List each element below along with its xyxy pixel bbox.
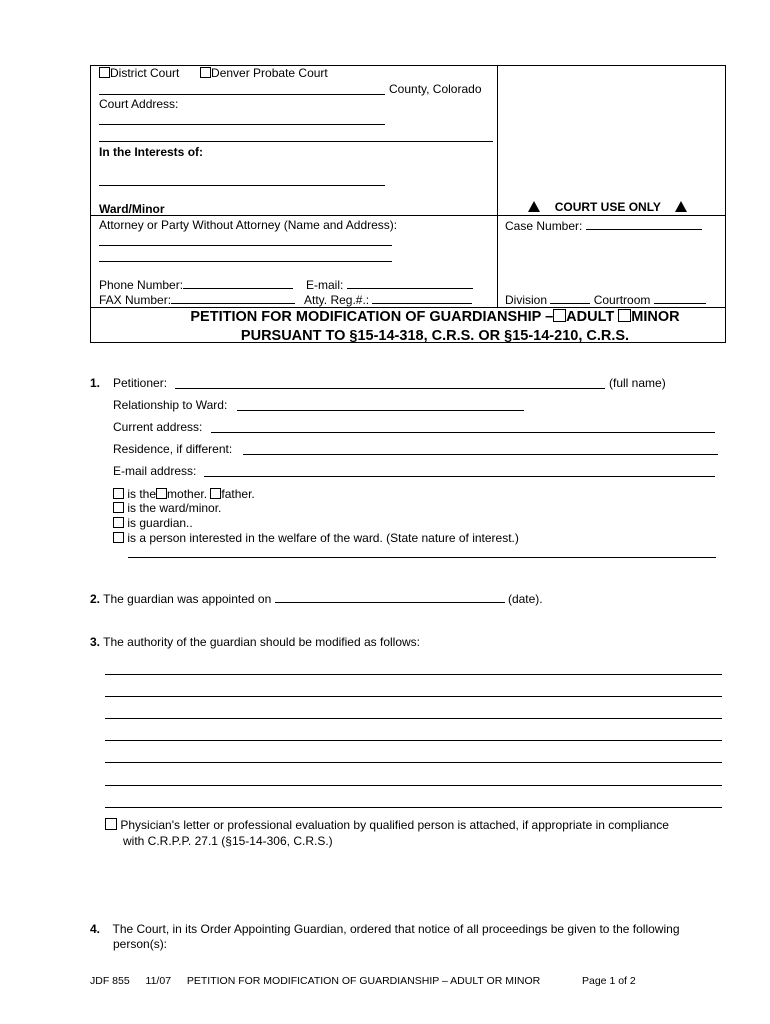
atty-reg-field[interactable] [372,292,472,304]
footer-page-number: Page 1 of 2 [582,975,636,987]
footer-form-id [90,975,540,987]
court-address-field[interactable] [99,124,385,125]
physician-checkbox[interactable] [105,818,117,830]
triangle-up-icon [528,201,540,212]
court-use-only-label: COURT USE ONLY [554,200,661,214]
ward-minor-label: Ward/Minor [99,202,165,216]
father-checkbox[interactable] [210,488,221,499]
physician-text-line1: Physician's letter or professional evaluation by qualified person is attached, if appropriate in compliance [120,818,669,832]
petitioner-label: Petitioner: [113,376,168,390]
page-title-line1 [90,309,770,325]
footer-form-title: PETITION FOR MODIFICATION OF GUARDIANSHIP – ADULT OR MINOR [186,975,541,987]
interest-nature-field[interactable] [128,557,716,558]
section3-row [90,635,420,649]
modification-line-5[interactable] [105,762,722,763]
division-label: Division [505,293,548,307]
district-court-label: District Court [110,66,180,80]
section2-text-before: The guardian was appointed on [103,592,272,606]
minor-checkbox[interactable] [618,309,631,322]
email-address-field[interactable] [204,476,715,477]
attorney-separator [90,215,726,216]
court-use-only-row [528,200,687,214]
ward-minor-option-label: is the ward/minor. [127,501,222,515]
adult-checkbox[interactable] [553,309,566,322]
division-field[interactable] [550,292,590,304]
minor-label: MINOR [631,309,680,325]
case-number-field[interactable] [586,218,702,230]
is-the-checkbox[interactable] [113,488,124,499]
physician-text-line2: with C.R.P.P. 27.1 (§15-14-306, C.R.S.) [123,834,333,848]
interested-option-label: is a person interested in the welfare of the ward. (State nature of interest.) [127,531,519,545]
section2-text-after: (date). [507,592,543,606]
relationship-field[interactable] [237,410,524,411]
modification-line-7[interactable] [105,807,722,808]
fax-label: FAX Number: [99,293,172,307]
footer-revision: 11/07 [145,975,172,987]
attorney-field-2[interactable] [99,261,392,262]
denver-probate-checkbox[interactable] [200,67,211,78]
section1-number: 1. [90,376,101,390]
courtroom-label: Courtroom [593,293,651,307]
guardian-checkbox[interactable] [113,517,124,528]
phone-label: Phone Number: [99,278,184,292]
email-row [306,277,473,292]
guardian-option-label: is guardian.. [127,516,193,530]
district-court-checkbox[interactable] [99,67,110,78]
section3-text: The authority of the guardian should be modified as follows: [103,635,420,649]
section3-number: 3. [90,635,101,649]
current-address-label: Current address: [113,420,203,434]
appointment-date-field[interactable] [275,591,505,603]
relationship-label: Relationship to Ward: [113,398,228,412]
physician-option [105,818,669,832]
page-title-line2: PURSUANT TO §15-14-318, C.R.S. OR §15-14-210, C.R.S. [240,328,630,344]
case-number-label: Case Number: [505,219,583,233]
ward-name-field[interactable] [99,185,385,186]
is-the-label: is the [127,487,157,501]
court-type-row [99,66,328,80]
attorney-field-1[interactable] [99,245,392,246]
email-label: E-mail: [306,278,344,292]
petitioner-field[interactable] [175,388,605,389]
email-address-label: E-mail address: [113,464,197,478]
residence-label: Residence, if different: [113,442,233,456]
attorney-label: Attorney or Party Without Attorney (Name and Address): [99,218,398,232]
current-address-field[interactable] [211,432,715,433]
courtroom-field[interactable] [654,292,706,304]
section4-number: 4. [90,922,101,936]
section4-row [90,922,680,936]
modification-line-3[interactable] [105,718,722,719]
section4-text-line2: person(s): [113,937,168,951]
caption-divider-horizontal [90,307,726,308]
atty-reg-row [304,292,472,307]
county-colorado-label: County, Colorado [389,82,482,96]
fax-row [99,292,295,307]
modification-line-1[interactable] [105,674,722,675]
county-field[interactable] [99,94,385,95]
section2-number: 2. [90,592,101,606]
atty-reg-label: Atty. Reg.#.: [304,293,370,307]
triangle-up-icon [675,201,687,212]
modification-line-6[interactable] [105,785,722,786]
residence-field[interactable] [243,454,718,455]
father-label: father. [221,487,255,501]
mother-label: mother. [167,487,208,501]
phone-row [99,277,293,292]
interested-checkbox[interactable] [113,532,124,543]
modification-line-2[interactable] [105,696,722,697]
full-name-label: (full name) [609,376,666,390]
relation-option-parent [113,487,255,501]
court-address-label: Court Address: [99,97,179,111]
section2-row [90,591,543,606]
relation-option-interested [113,531,519,545]
denver-probate-label: Denver Probate Court [211,66,328,80]
phone-field[interactable] [183,277,293,289]
caption-divider-vertical [497,65,498,307]
adult-label: ADULT [566,309,615,325]
mother-checkbox[interactable] [156,488,167,499]
modification-line-4[interactable] [105,740,722,741]
division-row [505,292,706,307]
fax-field[interactable] [171,292,295,304]
section4-text-line1: The Court, in its Order Appointing Guardian, ordered that notice of all proceedings be given to the following [112,922,680,936]
title-prefix: PETITION FOR MODIFICATION OF GUARDIANSHIP – [190,309,554,325]
interests-of-label: In the Interests of: [99,145,204,159]
relation-option-ward [113,501,221,515]
relation-option-guardian [113,516,193,530]
court-address-underline-2 [99,141,493,142]
case-number-row [505,218,702,233]
footer-form-number: JDF 855 [90,975,130,987]
email-field[interactable] [347,277,473,289]
ward-minor-checkbox[interactable] [113,502,124,513]
